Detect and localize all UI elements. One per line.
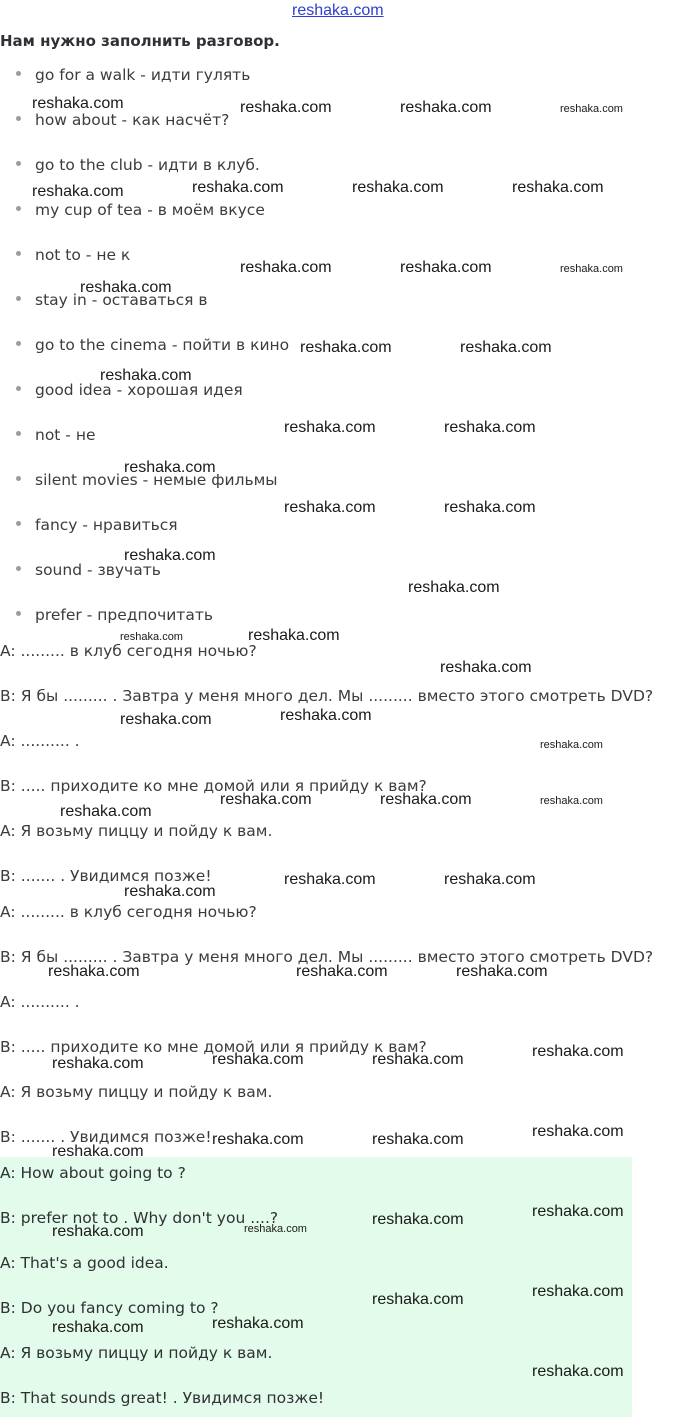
list-item [16, 246, 130, 264]
answer-line: A: That's a good idea. [0, 1254, 169, 1272]
list-item [16, 66, 250, 84]
dialogue-line: B: ....... . Увидимся позже! [0, 1128, 212, 1146]
watermark: reshaka.com [300, 339, 392, 356]
watermark: reshaka.com [220, 791, 312, 808]
watermark: reshaka.com [400, 259, 492, 276]
bullet-icon [16, 71, 21, 76]
list-item [16, 201, 265, 219]
watermark: reshaka.com [296, 963, 388, 980]
watermark: reshaka.com [540, 739, 603, 751]
list-item [16, 426, 96, 444]
answer-line: B: prefer not to . Why don't you ....? [0, 1209, 279, 1227]
dialogue-line: A: .......... . [0, 732, 80, 750]
watermark: reshaka.com [372, 1291, 464, 1308]
bullet-icon [16, 611, 21, 616]
watermark: reshaka.com [560, 103, 623, 115]
watermark: reshaka.com [284, 871, 376, 888]
vocab-text: prefer - предпочитать [35, 606, 213, 624]
dialogue-line: B: Я бы ......... . Завтра у меня много дел. Мы ......... вместо этого смотреть DVD? [0, 687, 654, 705]
watermark: reshaka.com [444, 871, 536, 888]
watermark: reshaka.com [540, 795, 603, 807]
watermark: reshaka.com [248, 627, 340, 644]
watermark: reshaka.com [440, 659, 532, 676]
watermark: reshaka.com [60, 803, 152, 820]
vocab-text: sound - звучать [35, 561, 161, 579]
watermark: reshaka.com [120, 711, 212, 728]
watermark: reshaka.com [100, 367, 192, 384]
vocab-text: how about - как насчёт? [35, 111, 230, 129]
dialogue-line: B: Я бы ......... . Завтра у меня много дел. Мы ......... вместо этого смотреть DVD? [0, 948, 654, 966]
watermark: reshaka.com [240, 99, 332, 116]
vocab-text: good idea - хорошая идея [35, 381, 243, 399]
bullet-icon [16, 296, 21, 301]
answer-line: A: How about going to ? [0, 1164, 186, 1182]
watermark: reshaka.com [380, 791, 472, 808]
watermark: reshaka.com [372, 1051, 464, 1068]
watermark: reshaka.com [512, 179, 604, 196]
watermark: reshaka.com [284, 499, 376, 516]
bullet-icon [16, 341, 21, 346]
watermark: reshaka.com [372, 1131, 464, 1148]
watermark: reshaka.com [352, 179, 444, 196]
watermark: reshaka.com [124, 459, 216, 476]
vocab-text: go to the club - идти в клуб. [35, 156, 260, 174]
dialogue-line: B: ....... . Увидимся позже! [0, 867, 212, 885]
watermark: reshaka.com [80, 279, 172, 296]
watermark: reshaka.com [120, 631, 183, 643]
bullet-icon [16, 386, 21, 391]
list-item [16, 516, 178, 534]
answer-line: B: That sounds great! . Увидимся позже! [0, 1389, 325, 1407]
list-item [16, 156, 260, 174]
watermark: reshaka.com [372, 1211, 464, 1228]
dialogue-line: A: .......... . [0, 993, 80, 1011]
watermark: reshaka.com [532, 1283, 624, 1300]
vocab-text: not - не [35, 426, 96, 444]
watermark: reshaka.com [32, 183, 124, 200]
bullet-icon [16, 431, 21, 436]
watermark: reshaka.com [212, 1051, 304, 1068]
watermark: reshaka.com [456, 963, 548, 980]
vocab-text: my cup of tea - в моём вкусе [35, 201, 265, 219]
watermark: reshaka.com [212, 1315, 304, 1332]
bullet-icon [16, 521, 21, 526]
watermark: reshaka.com [124, 547, 216, 564]
list-item [16, 111, 229, 129]
site-link[interactable]: reshaka.com [292, 2, 384, 19]
bullet-icon [16, 161, 21, 166]
watermark: reshaka.com [244, 1223, 307, 1235]
list-item [16, 606, 213, 624]
vocab-text: fancy - нравиться [35, 516, 178, 534]
bullet-icon [16, 476, 21, 481]
bullet-icon [16, 566, 21, 571]
vocab-text: go for a walk - идти гулять [35, 66, 251, 84]
watermark: reshaka.com [124, 883, 216, 900]
vocab-text: not to - не к [35, 246, 131, 264]
watermark: reshaka.com [560, 263, 623, 275]
dialogue-line: A: ......... в клуб сегодня ночью? [0, 642, 257, 660]
dialogue-line: A: ......... в клуб сегодня ночью? [0, 903, 257, 921]
watermark: reshaka.com [280, 707, 372, 724]
bullet-icon [16, 116, 21, 121]
vocab-text: silent movies - немые фильмы [35, 471, 278, 489]
watermark: reshaka.com [52, 1143, 144, 1160]
watermark: reshaka.com [240, 259, 332, 276]
vocab-text: stay in - оставаться в [35, 291, 208, 309]
watermark: reshaka.com [192, 179, 284, 196]
dialogue-line: B: ..... приходите ко мне домой или я прийду к вам? [0, 777, 427, 795]
watermark: reshaka.com [52, 1055, 144, 1072]
watermark: reshaka.com [532, 1123, 624, 1140]
dialogue-line: A: Я возьму пиццу и пойду к вам. [0, 822, 273, 840]
task-title: Нам нужно заполнить разговор. [0, 32, 280, 50]
watermark: reshaka.com [444, 499, 536, 516]
watermark: reshaka.com [400, 99, 492, 116]
answer-line: A: Я возьму пиццу и пойду к вам. [0, 1344, 273, 1362]
answer-line: B: Do you fancy coming to ? [0, 1299, 219, 1317]
watermark: reshaka.com [532, 1363, 624, 1380]
dialogue-line: A: Я возьму пиццу и пойду к вам. [0, 1083, 273, 1101]
watermark: reshaka.com [52, 1223, 144, 1240]
watermark: reshaka.com [212, 1131, 304, 1148]
watermark: reshaka.com [48, 963, 140, 980]
watermark: reshaka.com [284, 419, 376, 436]
vocab-text: go to the cinema - пойти в кино [35, 336, 290, 354]
list-item [16, 336, 289, 354]
bullet-icon [16, 251, 21, 256]
watermark: reshaka.com [52, 1319, 144, 1336]
watermark: reshaka.com [32, 95, 124, 112]
watermark: reshaka.com [444, 419, 536, 436]
watermark: reshaka.com [408, 579, 500, 596]
watermark: reshaka.com [460, 339, 552, 356]
dialogue-line: B: ..... приходите ко мне домой или я прийду к вам? [0, 1038, 427, 1056]
watermark: reshaka.com [532, 1203, 624, 1220]
watermark: reshaka.com [532, 1043, 624, 1060]
bullet-icon [16, 206, 21, 211]
